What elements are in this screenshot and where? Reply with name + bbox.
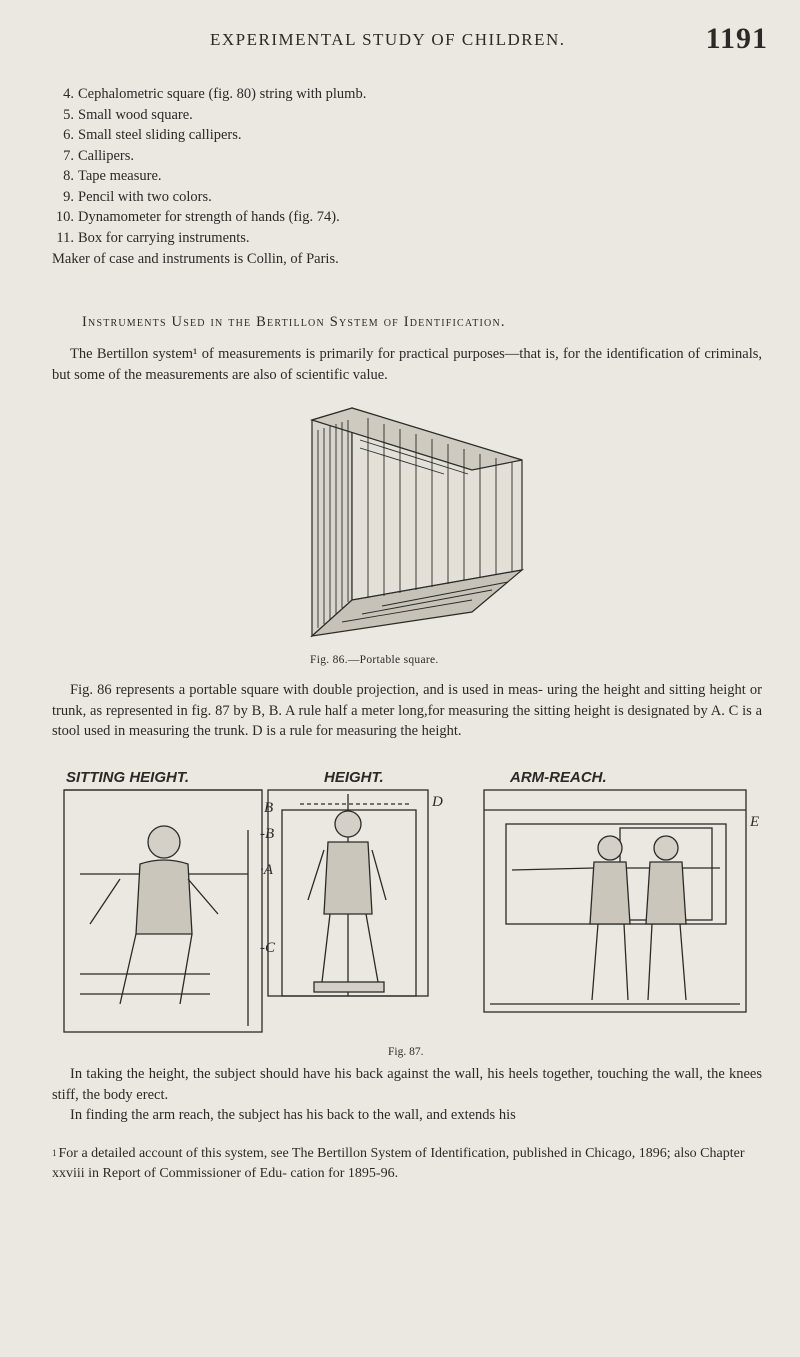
list-item: 5. Small wood square.	[63, 106, 193, 123]
label-c-side: -C	[260, 940, 275, 956]
label-e-side: E	[750, 814, 760, 830]
label-b-top: B	[264, 800, 274, 816]
page-header	[40, 22, 770, 62]
page-number: 1191	[705, 22, 768, 55]
list-item: 7. Callipers.	[63, 147, 134, 164]
list-item: 8. Tape measure.	[63, 168, 162, 184]
paragraph-arm-reach: In finding the arm reach, the subject has his back to the wall, and extends his	[70, 1107, 516, 1123]
paragraph-fig86-description: Fig. 86 represents a portable square with double projection, and is used in meas- uring the height and sitting height or trunk, as represented in fig. 87 by B, B. A rule half a meter long,for measuring the sitting height is designated by A. C is a stool used in measuring the trunk. D is a rule for measuring the height.	[52, 682, 763, 739]
portable-square-illustration	[272, 400, 532, 648]
maker-line: Maker of case and instruments is Collin, of Paris.	[52, 251, 339, 267]
paragraph-bertillon-intro: The Bertillon system¹ of measurements is primarily for practical purposes—that is, for the identification of criminals, but some of the measurements are also of scientific value.	[52, 346, 763, 383]
label-b-side: -B	[260, 826, 275, 842]
panel-title-height: HEIGHT.	[324, 769, 384, 786]
footnote: $^1$ For a detailed account of this system, see The Bertillon System of Identification, published in Chicago, 1896; also Chapter xxviii in Report of Commissioner of Edu- cation for 1895-96.	[52, 1146, 745, 1181]
list-item: 9. Pencil with two colors.	[63, 188, 212, 205]
label-a-side: ·A	[260, 862, 273, 878]
fig86-caption: Fig. 86.—Portable square.	[310, 654, 439, 666]
panel-title-sitting-height: SITTING HEIGHT.	[66, 769, 190, 786]
list-item: 6. Small steel sliding callipers.	[63, 127, 242, 143]
measurement-panels-illustration	[60, 764, 760, 1044]
paragraph-height: In taking the height, the subject should have his back against the wall, his heels together, touching the wall, the knees stiff, the body erect.	[52, 1066, 763, 1103]
footnote-mark: 1	[52, 1148, 57, 1158]
list-item: 10. Dynamometer for strength of hands (fig. 74).	[55, 209, 340, 225]
instrument-list	[52, 84, 752, 270]
section-heading: Instruments Used in the Bertillon System of Identification.	[82, 314, 506, 330]
list-item: 11. Box for carrying instruments.	[56, 229, 250, 246]
fig87-caption: Fig. 87.	[388, 1046, 424, 1058]
label-d-side: D	[432, 794, 443, 810]
panel-title-arm-reach: ARM-REACH.	[510, 769, 607, 786]
list-item: 4. Cephalometric square (fig. 80) string with plumb.	[63, 86, 367, 102]
running-title: EXPERIMENTAL STUDY OF CHILDREN.	[210, 30, 566, 49]
